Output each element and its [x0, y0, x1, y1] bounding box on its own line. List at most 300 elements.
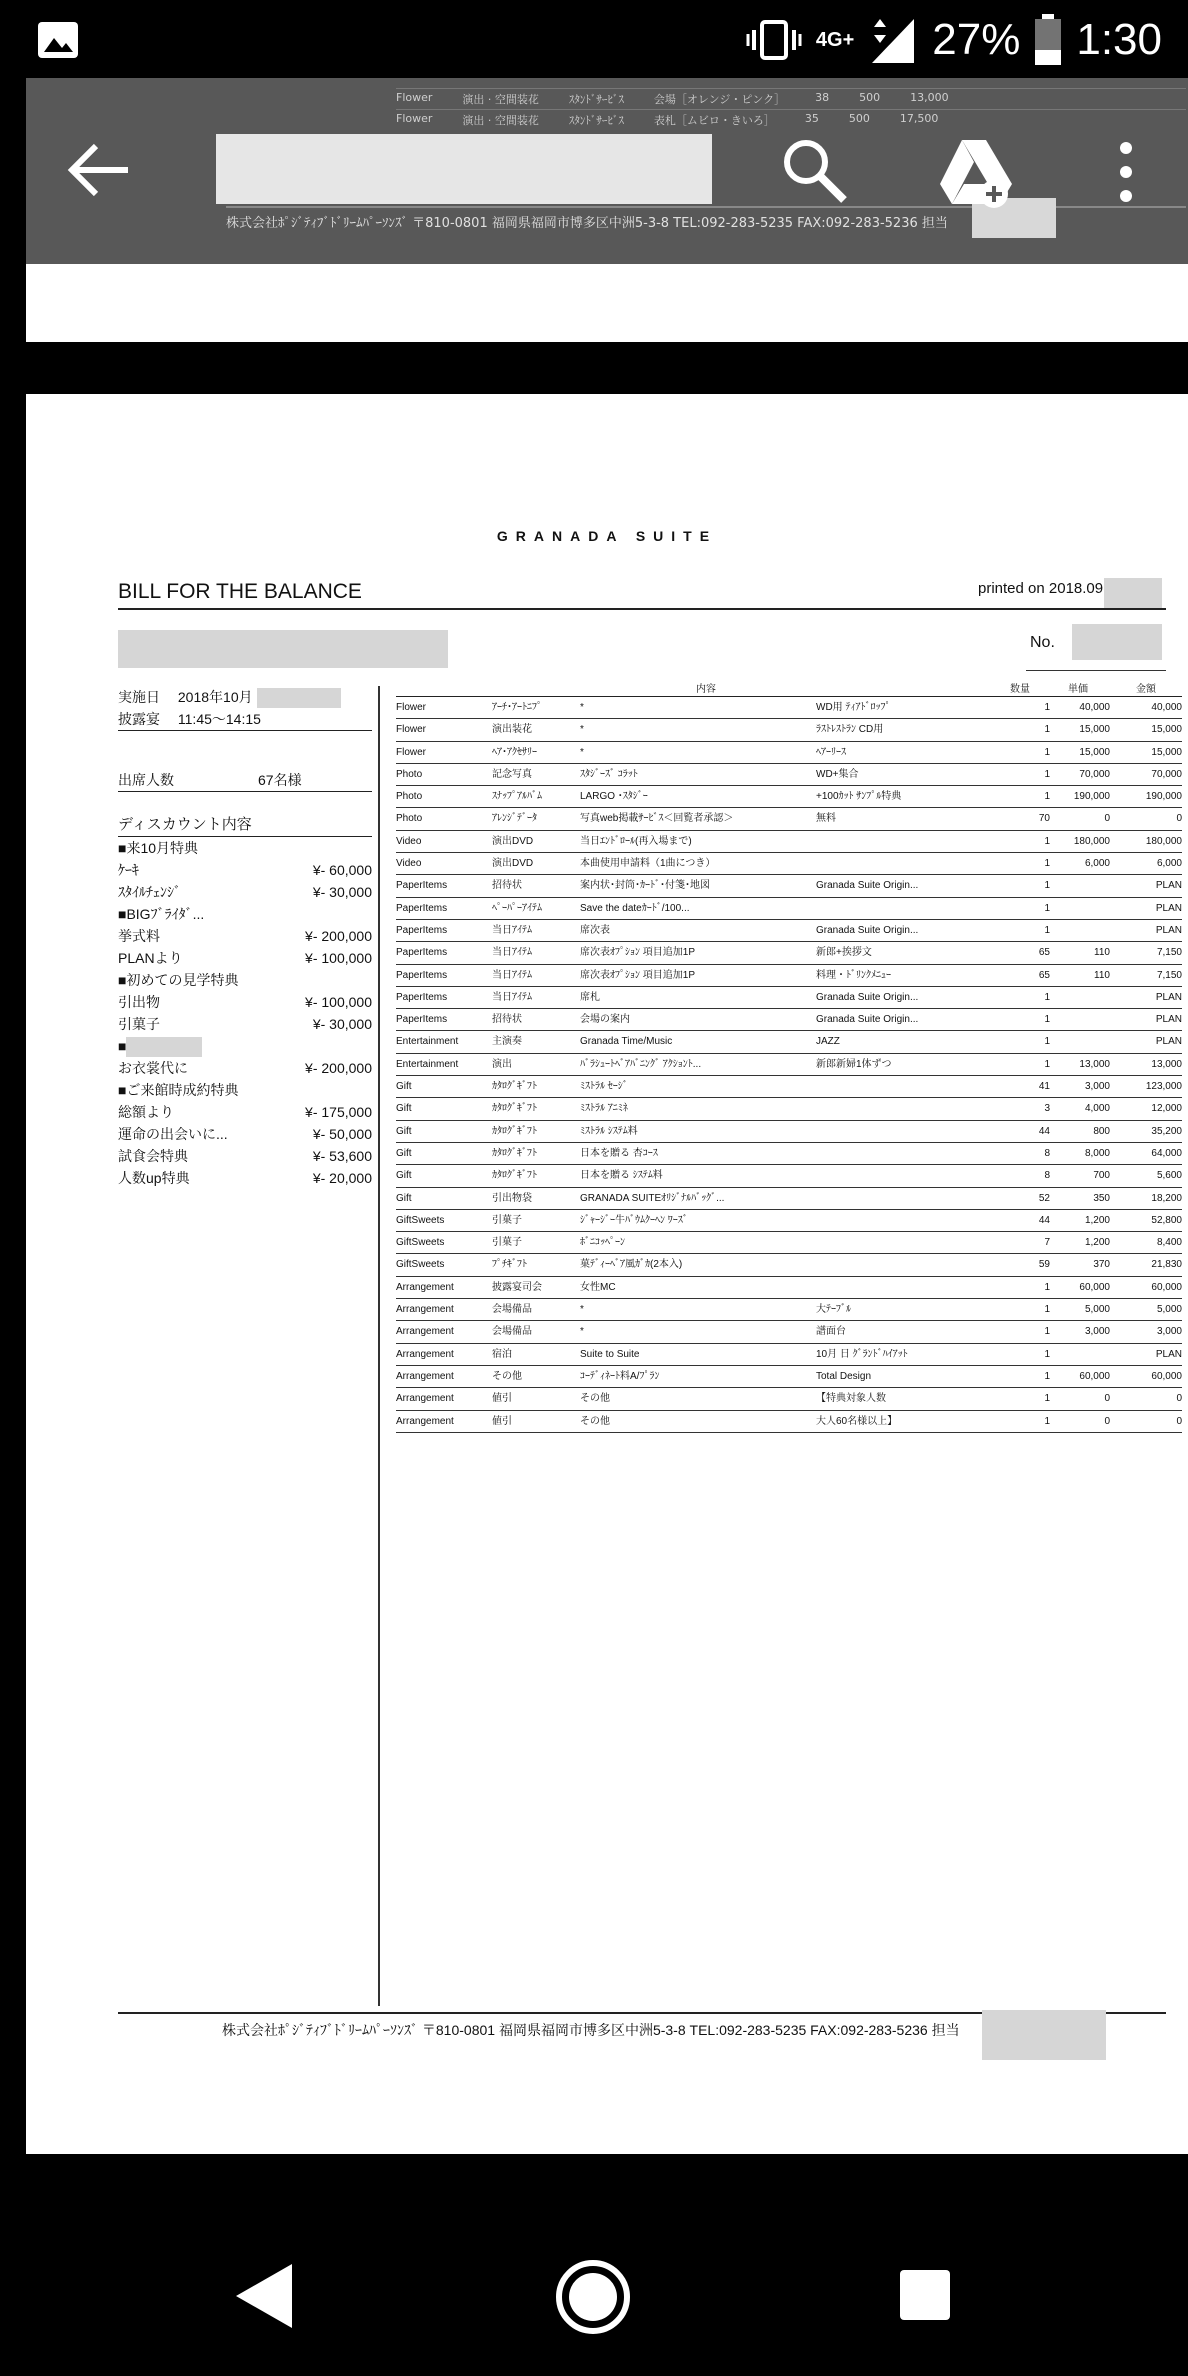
discount-item — [118, 969, 372, 991]
discount-value: ¥- 50,000 — [312, 1126, 372, 1142]
cell-desc: 菓ﾃﾞｨｰﾍﾞｱ風ｶﾞｶ(2本入) — [580, 1259, 683, 1271]
cell-sub: 会場備品 — [492, 1326, 532, 1338]
search-icon[interactable] — [778, 134, 850, 206]
signal-icon — [868, 15, 918, 65]
cell-sub: ﾌﾟﾁｷﾞﾌﾄ — [492, 1259, 527, 1271]
cell-unit: 0 — [1104, 1393, 1110, 1405]
discount-item — [118, 991, 372, 1013]
cell-desc: 本曲使用申請料（1曲につき） — [580, 858, 716, 870]
cell-sub: 記念写真 — [492, 768, 532, 780]
printed-date: printed on 2018.09 — [978, 580, 1104, 597]
cell-desc: 写真web掲載ｻｰﾋﾞｽ＜回覧者承認＞ — [580, 813, 734, 825]
cell-unit: 190,000 — [1073, 791, 1110, 803]
cell-amt: PLAN — [1155, 1014, 1182, 1026]
cell-desc: 女性MC — [580, 1281, 616, 1293]
cell-cat: Gift — [396, 1192, 412, 1204]
summary-column — [118, 686, 372, 1189]
cell-desc: 席札 — [580, 991, 600, 1003]
table-row — [396, 987, 1182, 1009]
cell-desc: Granada Time/Music — [580, 1036, 673, 1048]
discount-value: ¥- 53,600 — [312, 1148, 372, 1164]
cell-amt: 0 — [1176, 1415, 1182, 1427]
discount-item — [118, 1101, 372, 1123]
cell-sub: ﾍﾟｰﾊﾟｰｱｲﾃﾑ — [492, 902, 542, 914]
cell-desc: LARGO ･ｽﾀｼﾞｰ — [580, 791, 648, 803]
cell-unit: 60,000 — [1079, 1281, 1110, 1293]
table-row — [396, 1321, 1182, 1343]
cell-amt: 7,150 — [1156, 947, 1182, 959]
table-row — [396, 1031, 1182, 1053]
cell-unit: 800 — [1093, 1125, 1110, 1137]
cell-sub: その他 — [492, 1370, 522, 1382]
cell-desc: その他 — [580, 1393, 610, 1405]
cell-note: 譜面台 — [816, 1326, 846, 1338]
cell-cat: Arrangement — [396, 1415, 454, 1427]
cell-unit: 3,000 — [1084, 1326, 1110, 1338]
cell-qty: 1 — [1044, 1415, 1050, 1427]
discount-item — [118, 1013, 372, 1035]
discount-label: お衣裳代に — [118, 1060, 188, 1076]
cell-cat: Photo — [396, 768, 423, 780]
cell-amt: 60,000 — [1151, 1281, 1182, 1293]
cell-note: +100ｶｯﾄ ｻﾝﾌﾟﾙ特典 — [816, 791, 902, 803]
cell-desc: ﾐｽﾄﾗﾙ ｱﾆﾐﾈ — [580, 1103, 628, 1115]
cell-note: ﾗｽﾄﾚｽﾄﾗﾝ CD用 — [816, 724, 884, 736]
cell-qty: 1 — [1044, 924, 1050, 936]
cell-qty: 70 — [1038, 813, 1050, 825]
discount-label: ■ご来館時成約特典 — [118, 1082, 239, 1098]
cell-note: Granada Suite Origin... — [816, 1014, 919, 1026]
items-table-header: 内容 数量 単価 金額 — [396, 680, 1182, 697]
cell-sub: 値引 — [492, 1393, 512, 1405]
cell-sub: 引菓子 — [492, 1237, 522, 1249]
cell-unit: 60,000 — [1079, 1370, 1110, 1382]
table-row — [396, 1277, 1182, 1299]
cell-qty: 1 — [1044, 991, 1050, 1003]
cell-sub: 演出 — [492, 1058, 512, 1070]
cell-qty: 1 — [1044, 835, 1050, 847]
table-row — [396, 1232, 1182, 1254]
discount-list — [118, 837, 372, 1189]
table-row — [396, 1388, 1182, 1410]
cell-sub: 演出装花 — [492, 724, 532, 736]
cell-desc: * — [580, 746, 584, 758]
cell-qty: 1 — [1044, 791, 1050, 803]
ghost-row: Flower 演出 · 空間装花 ｽﾀﾝﾄﾞｻｰﾋﾞｽ 表札［ムビロ・きいろ］ 35 500 17,500 — [396, 109, 1186, 130]
nav-home-icon[interactable] — [554, 2258, 632, 2336]
table-row — [396, 942, 1182, 964]
cell-sub: 演出DVD — [492, 835, 534, 847]
cell-desc: ｽﾀｼﾞｰｽﾞ ｺﾗｯﾄ — [580, 768, 638, 780]
cell-desc: Suite to Suite — [580, 1348, 640, 1360]
cell-amt: 190,000 — [1145, 791, 1182, 803]
cell-cat: Flower — [396, 702, 427, 713]
cell-amt: 18,200 — [1151, 1192, 1182, 1204]
cell-qty: 1 — [1044, 1393, 1050, 1405]
vibrate-icon — [746, 18, 802, 62]
discount-item — [118, 1057, 372, 1079]
cell-unit: 40,000 — [1079, 702, 1110, 713]
brand-name: GRANADA SUITE — [496, 528, 718, 544]
cell-desc: 案内状･封筒･ｶｰﾄﾞ･付箋･地図 — [580, 880, 710, 892]
table-row — [396, 965, 1182, 987]
date-row: 実施日 2018年10月 — [118, 686, 372, 708]
cell-cat: Photo — [396, 813, 423, 825]
table-row — [396, 1411, 1182, 1433]
cell-unit: 4,000 — [1084, 1103, 1110, 1115]
cell-amt: 64,000 — [1151, 1147, 1182, 1159]
cell-qty: 1 — [1044, 702, 1050, 713]
add-to-drive-icon[interactable] — [936, 132, 1016, 212]
discount-label: PLANより — [118, 950, 183, 966]
cell-amt: 8,400 — [1156, 1237, 1182, 1249]
discount-label: 引出物 — [118, 994, 160, 1010]
cell-unit: 180,000 — [1073, 835, 1110, 847]
discount-value: ¥- 60,000 — [312, 862, 372, 878]
cell-unit: 350 — [1093, 1192, 1110, 1204]
cell-amt: 12,000 — [1151, 1103, 1182, 1115]
cell-note: Granada Suite Origin... — [816, 924, 919, 936]
cell-desc: ﾐｽﾄﾗﾙ ｼｽﾃﾑ料 — [580, 1125, 638, 1137]
document-title: BILL FOR THE BALANCE — [118, 580, 362, 603]
cell-amt: 5,000 — [1156, 1304, 1182, 1316]
cell-unit: 15,000 — [1079, 724, 1110, 736]
cell-desc: 席次表ｵﾌﾟｼｮﾝ 項目追加1P — [580, 947, 696, 959]
cell-unit: 1,200 — [1084, 1214, 1110, 1226]
table-row — [396, 1076, 1182, 1098]
discount-value: ¥- 175,000 — [305, 1104, 372, 1120]
cell-desc: 席次表ｵﾌﾟｼｮﾝ 項目追加1P — [580, 969, 696, 981]
cell-amt: 0 — [1176, 813, 1182, 825]
discount-value: ¥- 200,000 — [305, 1060, 372, 1076]
cell-cat: PaperItems — [396, 969, 448, 981]
cell-desc: ｼﾞｬｰｼﾞｰ牛ﾊﾞｳﾑｸｰﾍﾝ ﾜｰｽﾞ — [580, 1214, 688, 1226]
discount-label: ｹｰｷ — [118, 862, 139, 878]
cell-unit: 15,000 — [1079, 746, 1110, 758]
cell-unit: 3,000 — [1084, 1081, 1110, 1093]
discount-item — [118, 881, 372, 903]
cell-note: 新郎+挨拶文 — [816, 947, 872, 959]
cell-sub: ﾍｱ･ｱｸｾｻﾘｰ — [492, 746, 537, 758]
cell-desc: Save the dateｶｰﾄﾞ/100... — [580, 902, 690, 914]
company-footer: 株式会社ﾎﾟｼﾞﾃｨﾌﾞﾄﾞﾘｰﾑﾊﾟｰｿﾝｽﾞ 〒810-0801 福岡県福岡市博多区中洲5-3-8 TEL:092-283-5235 FAX:092-283-5236 担当 — [222, 2022, 960, 2038]
cell-desc: 席次表 — [580, 924, 610, 936]
cell-cat: Flower — [396, 746, 427, 758]
number-underline — [1026, 670, 1166, 671]
cell-cat: Entertainment — [396, 1036, 459, 1048]
cell-sub: 引菓子 — [492, 1214, 522, 1226]
redaction-block — [982, 2010, 1106, 2060]
cell-cat: Entertainment — [396, 1058, 459, 1070]
discount-item — [118, 1123, 372, 1145]
table-row — [396, 1098, 1182, 1120]
number-label: No. — [1030, 634, 1055, 651]
cell-cat: Video — [396, 835, 422, 847]
cell-qty: 1 — [1044, 902, 1050, 914]
cell-unit: 1,200 — [1084, 1237, 1110, 1249]
cell-qty: 1 — [1044, 768, 1050, 780]
cell-cat: Photo — [396, 791, 423, 803]
cell-sub: ｶﾀﾛｸﾞｷﾞﾌﾄ — [492, 1170, 537, 1182]
cell-cat: GiftSweets — [396, 1214, 445, 1226]
cell-amt: 15,000 — [1151, 724, 1182, 736]
battery-icon — [1034, 14, 1062, 66]
cell-note: WD用 ﾃｨｱﾄﾞﾛｯﾌﾟ — [816, 702, 891, 713]
cell-amt: PLAN — [1155, 902, 1182, 914]
cell-qty: 59 — [1038, 1259, 1050, 1271]
table-row — [396, 808, 1182, 830]
nav-back-icon[interactable] — [232, 2260, 296, 2332]
more-options-icon[interactable] — [1106, 136, 1146, 208]
cell-qty: 3 — [1044, 1103, 1050, 1115]
discount-label: ■初めての見学特典 — [118, 972, 239, 988]
discount-item — [118, 1079, 372, 1101]
cell-note: Granada Suite Origin... — [816, 880, 919, 892]
title-field[interactable] — [216, 134, 712, 204]
cell-amt: 60,000 — [1151, 1370, 1182, 1382]
cell-cat: Gift — [396, 1170, 412, 1182]
cell-note: 10月 日 ｸﾞﾗﾝﾄﾞﾊｲｱｯﾄ — [816, 1348, 908, 1360]
cell-qty: 1 — [1044, 1304, 1050, 1316]
cell-amt: PLAN — [1155, 924, 1182, 936]
cell-qty: 1 — [1044, 746, 1050, 758]
cell-cat: Video — [396, 858, 422, 870]
back-arrow-icon[interactable] — [62, 132, 138, 208]
cell-qty: 1 — [1044, 724, 1050, 736]
discount-label: 人数up特典 — [118, 1170, 190, 1186]
table-row — [396, 1254, 1182, 1276]
cell-cat: Arrangement — [396, 1370, 454, 1382]
previous-page-footer: 株式会社ﾎﾟｼﾞﾃｨﾌﾞﾄﾞﾘｰﾑﾊﾟｰｿﾝｽﾞ 〒810-0801 福岡県福岡市博多区中洲5-3-8 TEL:092-283-5235 FAX:092-283-5236 担当 — [226, 206, 1186, 231]
cell-desc: ﾎﾞﾆｺｯﾍﾟｰﾝ — [580, 1237, 625, 1249]
cell-sub: 当日ｱｲﾃﾑ — [492, 947, 532, 959]
table-row — [396, 1009, 1182, 1031]
cell-amt: PLAN — [1155, 1036, 1182, 1048]
cell-sub: 招待状 — [492, 1014, 522, 1026]
cell-unit: 6,000 — [1084, 858, 1110, 870]
cell-desc: 日本を贈る ｼｽﾃﾑ料 — [580, 1170, 663, 1182]
cell-qty: 1 — [1044, 858, 1050, 870]
discount-label: 総額より — [118, 1104, 174, 1120]
cell-desc: 会場の案内 — [580, 1014, 630, 1026]
table-row — [396, 920, 1182, 942]
discount-value: ¥- 30,000 — [312, 1016, 372, 1032]
cell-unit: 13,000 — [1079, 1058, 1110, 1070]
attendees-row: 出席人数 67名様 — [118, 769, 372, 792]
items-table — [396, 680, 1182, 1433]
cell-cat: Arrangement — [396, 1393, 454, 1405]
image-notification-icon — [36, 20, 80, 60]
cell-cat: GiftSweets — [396, 1259, 445, 1271]
document-page[interactable] — [26, 394, 1188, 2154]
redaction-block — [1072, 624, 1162, 660]
cell-cat: GiftSweets — [396, 1237, 445, 1249]
cell-desc: ﾐｽﾄﾗﾙ ｾｰｼﾞ — [580, 1081, 628, 1093]
cell-sub: ｶﾀﾛｸﾞｷﾞﾌﾄ — [492, 1125, 537, 1137]
table-row — [396, 697, 1182, 719]
discount-label: 運命の出会いに... — [118, 1126, 228, 1142]
status-bar — [0, 0, 1188, 78]
cell-desc: ﾊﾞﾗｼｭｰﾄﾍﾞｱﾊﾞﾆﾝｸﾞ ｱｸｼｮﾝﾄ... — [580, 1058, 702, 1070]
discount-label: ｽﾀｲﾙﾁｪﾝｼﾞ — [118, 884, 181, 900]
cell-amt: 35,200 — [1151, 1125, 1182, 1137]
network-type: 4G+ — [815, 29, 855, 51]
cell-cat: Gift — [396, 1103, 412, 1115]
ghost-row: Flower 演出 · 空間装花 ｽﾀﾝﾄﾞｻｰﾋﾞｽ 会場［オレンジ・ピンク］ 38 500 13,000 — [396, 88, 1186, 109]
redaction-block — [257, 688, 341, 708]
cell-amt: 5,600 — [1156, 1170, 1182, 1182]
table-row — [396, 1054, 1182, 1076]
cell-cat: Arrangement — [396, 1281, 454, 1293]
cell-amt: 123,000 — [1145, 1081, 1182, 1093]
discount-item — [118, 925, 372, 947]
cell-cat: PaperItems — [396, 924, 448, 936]
cell-note: JAZZ — [816, 1036, 840, 1048]
cell-unit: 110 — [1094, 969, 1110, 981]
discount-item — [118, 1145, 372, 1167]
cell-cat: PaperItems — [396, 947, 448, 959]
cell-sub: ｱﾚﾝｼﾞﾃﾞｰﾀ — [492, 813, 537, 825]
cell-cat: PaperItems — [396, 991, 448, 1003]
clock: 1:30 — [1076, 15, 1162, 64]
cell-note: 料理・ﾄﾞﾘﾝｸﾒﾆｭｰ — [816, 969, 891, 981]
cell-amt: 6,000 — [1156, 858, 1182, 870]
cell-cat: PaperItems — [396, 880, 448, 892]
discount-value: ¥- 20,000 — [312, 1170, 372, 1186]
cell-cat: PaperItems — [396, 902, 448, 914]
cell-qty: 65 — [1038, 947, 1050, 959]
cell-amt: 70,000 — [1151, 768, 1182, 780]
discount-label: ■ — [118, 1038, 127, 1054]
discount-label: 挙式料 — [118, 928, 160, 944]
customer-name-redaction — [118, 630, 448, 668]
column-divider — [378, 686, 380, 2006]
table-row — [396, 1143, 1182, 1165]
table-row — [396, 1210, 1182, 1232]
discount-item — [118, 947, 372, 969]
discount-item — [118, 859, 372, 881]
table-row — [396, 719, 1182, 741]
discount-label: 引菓子 — [118, 1016, 160, 1032]
cell-cat: Gift — [396, 1125, 412, 1137]
discount-item — [118, 1035, 372, 1057]
cell-note: ﾍｱｰﾘｰｽ — [816, 746, 846, 758]
cell-qty: 1 — [1044, 1370, 1050, 1382]
cell-qty: 1 — [1044, 1348, 1050, 1360]
table-row — [396, 1165, 1182, 1187]
table-row — [396, 875, 1182, 897]
cell-qty: 7 — [1044, 1237, 1050, 1249]
table-row — [396, 1121, 1182, 1143]
cell-sub: 披露宴司会 — [492, 1281, 542, 1293]
cell-sub: 当日ｱｲﾃﾑ — [492, 991, 532, 1003]
cell-unit: 70,000 — [1079, 768, 1110, 780]
cell-amt: 21,830 — [1151, 1259, 1182, 1271]
cell-qty: 8 — [1044, 1170, 1050, 1182]
reception-row: 披露宴 11:45～14:15 — [118, 708, 372, 731]
cell-unit: 110 — [1094, 947, 1110, 959]
cell-cat: Gift — [396, 1081, 412, 1093]
cell-amt: 13,000 — [1151, 1058, 1182, 1070]
cell-note: 大ﾃｰﾌﾞﾙ — [816, 1304, 851, 1316]
discount-value: ¥- 100,000 — [305, 994, 372, 1010]
cell-qty: 52 — [1038, 1192, 1050, 1204]
cell-cat: Arrangement — [396, 1304, 454, 1316]
cell-sub: 引出物袋 — [492, 1192, 532, 1204]
cell-sub: 値引 — [492, 1415, 512, 1427]
cell-desc: * — [580, 702, 584, 713]
cell-amt: 52,800 — [1151, 1214, 1182, 1226]
discount-value: ¥- 200,000 — [305, 928, 372, 944]
cell-qty: 1 — [1044, 1326, 1050, 1338]
title-divider — [118, 608, 1166, 610]
cell-desc: 日本を贈る 杏ｺｰｽ — [580, 1147, 658, 1159]
cell-amt: PLAN — [1155, 880, 1182, 892]
table-row — [396, 764, 1182, 786]
cell-desc: * — [580, 1326, 584, 1338]
cell-amt: 40,000 — [1151, 702, 1182, 713]
discount-item — [118, 837, 372, 859]
cell-qty: 65 — [1038, 969, 1050, 981]
cell-qty: 1 — [1044, 1014, 1050, 1026]
cell-qty: 44 — [1038, 1125, 1050, 1137]
cell-unit: 0 — [1104, 813, 1110, 825]
discount-label: 試食会特典 — [118, 1148, 188, 1164]
cell-qty: 1 — [1044, 1281, 1050, 1293]
cell-unit: 5,000 — [1084, 1304, 1110, 1316]
battery-percent: 27% — [932, 15, 1021, 64]
cell-qty: 41 — [1038, 1081, 1050, 1093]
cell-desc: ｺｰﾃﾞｨﾈｰﾄ料A/ﾌﾟﾗﾝ — [580, 1370, 660, 1382]
table-row — [396, 853, 1182, 875]
cell-sub: 当日ｱｲﾃﾑ — [492, 969, 532, 981]
table-row — [396, 831, 1182, 853]
table-row — [396, 1344, 1182, 1366]
cell-amt: 7,150 — [1156, 969, 1182, 981]
cell-note: 【特典対象人数 — [816, 1393, 886, 1405]
nav-recents-icon[interactable] — [898, 2268, 952, 2322]
cell-qty: 8 — [1044, 1147, 1050, 1159]
cell-sub: 会場備品 — [492, 1304, 532, 1316]
cell-amt: 180,000 — [1145, 835, 1182, 847]
cell-sub: ｶﾀﾛｸﾞｷﾞﾌﾄ — [492, 1147, 537, 1159]
discount-label: ■BIGﾌﾞﾗｲﾀﾞ... — [118, 906, 205, 922]
cell-sub: 招待状 — [492, 880, 522, 892]
cell-amt: PLAN — [1155, 1348, 1182, 1360]
cell-cat: Flower — [396, 724, 427, 736]
cell-unit: 0 — [1104, 1415, 1110, 1427]
cell-cat: Arrangement — [396, 1348, 454, 1360]
cell-sub: 演出DVD — [492, 858, 534, 870]
cell-note: 大人60名様以上】 — [816, 1415, 898, 1427]
cell-desc: * — [580, 1304, 584, 1316]
cell-sub: ｱｰﾁ･ｱｰﾄﾆﾌﾟ — [492, 702, 542, 713]
cell-desc: 当日ｴﾝﾄﾞﾛｰﾙ(再入場まで) — [580, 835, 692, 847]
discount-label: ■来10月特典 — [118, 840, 199, 856]
cell-note: WD+集合 — [816, 768, 859, 780]
cell-sub: ｶﾀﾛｸﾞｷﾞﾌﾄ — [492, 1103, 537, 1115]
cell-sub: 当日ｱｲﾃﾑ — [492, 924, 532, 936]
cell-note: 新郎新婦1体ずつ — [816, 1058, 892, 1070]
discount-item — [118, 903, 372, 925]
page-gap — [26, 342, 1188, 394]
navigation-bar — [0, 2232, 1188, 2362]
cell-unit: 8,000 — [1084, 1147, 1110, 1159]
cell-qty: 1 — [1044, 1036, 1050, 1048]
cell-sub: ｽﾅｯﾌﾟｱﾙﾊﾞﾑ — [492, 791, 542, 803]
discount-value: ¥- 100,000 — [305, 950, 372, 966]
cell-desc: * — [580, 724, 584, 736]
